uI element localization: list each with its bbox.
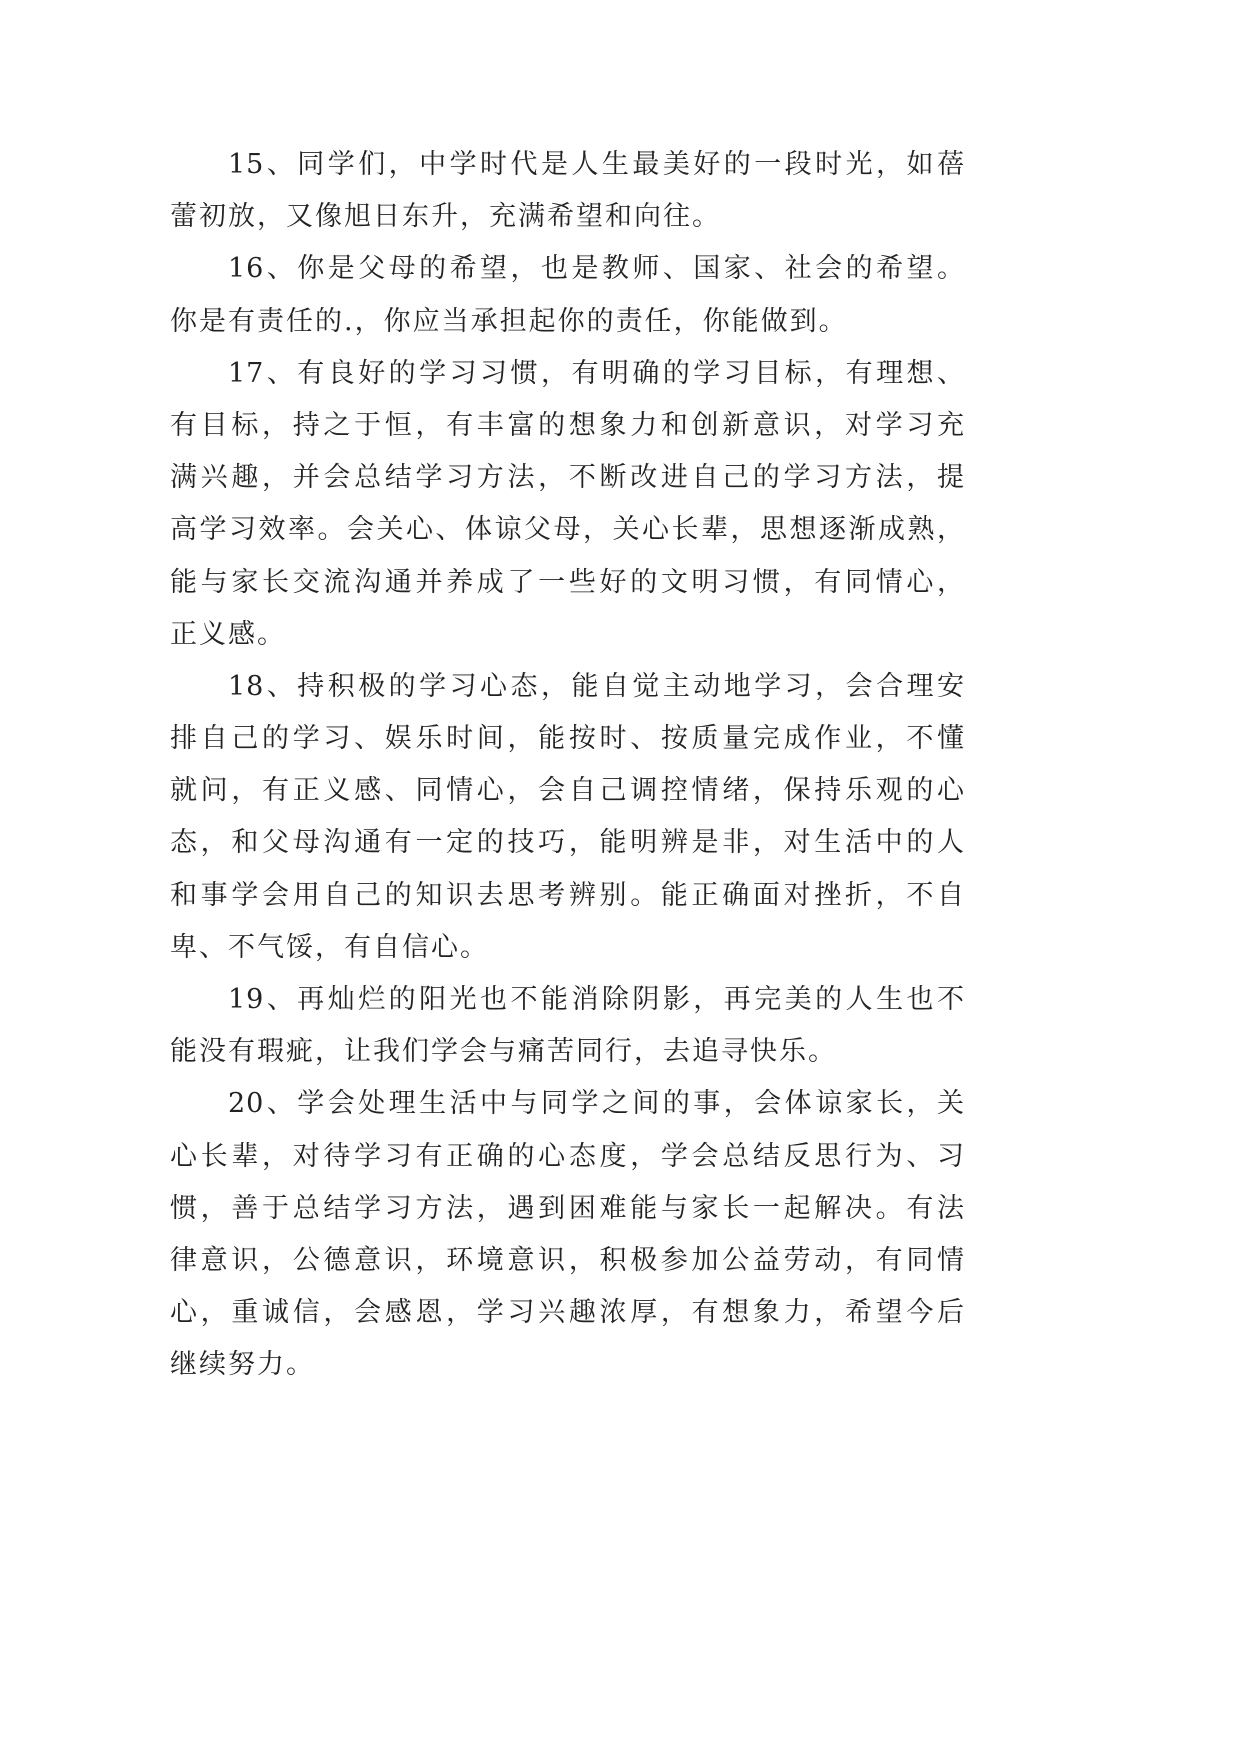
text-line: 心，重诚信，会感恩，学习兴趣浓厚，有想象力，希望今后 xyxy=(170,1297,965,1329)
text-line: 心长辈，对待学习有正确的心态度，学会总结反思行为、习 xyxy=(170,1140,965,1172)
text-line: 能没有瑕疵，让我们学会与痛苦同行，去追寻快乐。 xyxy=(170,1036,837,1068)
text-line: 16、你是父母的希望，也是教师、国家、社会的希望。 xyxy=(228,253,965,285)
text-line: 你是有责任的.，你应当承担起你的责任，你能做到。 xyxy=(170,305,848,337)
text-line: 卑、不气馁，有自信心。 xyxy=(170,931,489,963)
text-line: 态，和父母沟通有一定的技巧，能明辨是非，对生活中的人 xyxy=(170,827,965,859)
paragraph-15 xyxy=(170,139,965,243)
paragraph-18 xyxy=(170,661,965,974)
text-line: 有目标，持之于恒，有丰富的想象力和创新意识，对学习充 xyxy=(170,409,965,441)
text-line: 17、有良好的学习习惯，有明确的学习目标，有理想、 xyxy=(228,357,965,389)
text-line: 满兴趣，并会总结学习方法，不断改进自己的学习方法，提 xyxy=(170,462,965,494)
text-line: 18、持积极的学习心态，能自觉主动地学习，会合理安 xyxy=(228,670,965,702)
text-line: 和事学会用自己的知识去思考辨别。能正确面对挫折，不自 xyxy=(170,879,965,911)
paragraph-20 xyxy=(170,1078,965,1391)
text-line: 高学习效率。会关心、体谅父母，关心长辈，思想逐渐成熟， xyxy=(170,514,965,546)
paragraph-17 xyxy=(170,348,965,661)
text-line: 就问，有正义感、同情心，会自己调控情绪，保持乐观的心 xyxy=(170,775,965,807)
text-line: 19、再灿烂的阳光也不能消除阴影，再完美的人生也不 xyxy=(228,984,965,1015)
text-line: 律意识，公德意识，环境意识，积极参加公益劳动，有同情 xyxy=(170,1244,965,1276)
document-body xyxy=(170,139,965,1392)
text-line: 惯，善于总结学习方法，遇到困难能与家长一起解决。有法 xyxy=(170,1192,965,1224)
text-line: 正义感。 xyxy=(170,618,286,650)
text-line: 15、同学们，中学时代是人生最美好的一段时光，如蓓 xyxy=(228,149,965,180)
text-line: 排自己的学习、娱乐时间，能按时、按质量完成作业，不懂 xyxy=(170,723,965,755)
paragraph-19 xyxy=(170,974,965,1078)
text-line: 20、学会处理生活中与同学之间的事，会体谅家长，关 xyxy=(228,1088,965,1120)
text-line: 蕾初放，又像旭日东升，充满希望和向往。 xyxy=(170,201,721,233)
text-line: 能与家长交流沟通并养成了一些好的文明习惯，有同情心， xyxy=(170,566,965,598)
text-line: 继续努力。 xyxy=(170,1349,315,1381)
paragraph-16 xyxy=(170,243,965,347)
